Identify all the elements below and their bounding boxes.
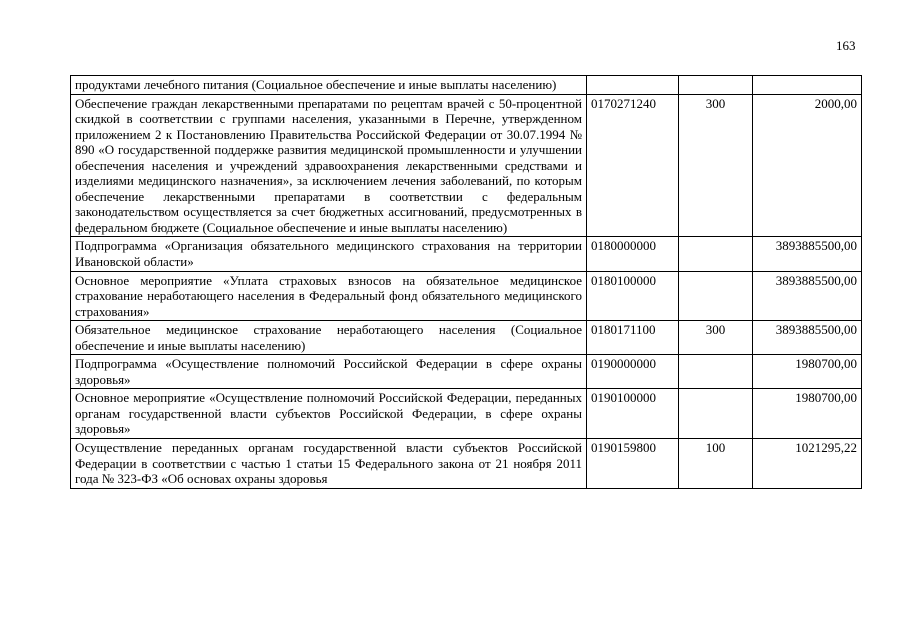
table-row [71, 389, 862, 439]
row-type-cell [679, 355, 753, 389]
table-row [71, 439, 862, 489]
row-code-cell: 0190000000 [587, 355, 679, 389]
row-type-cell [679, 271, 753, 321]
row-sum-cell: 2000,00 [753, 94, 862, 237]
table-row [71, 355, 862, 389]
row-sum-cell: 3893885500,00 [753, 271, 862, 321]
row-code-cell: 0180000000 [587, 237, 679, 271]
row-name-cell: Подпрограмма «Организация обязательного медицинского страхования на территории Ивановской области» [71, 237, 587, 271]
page-number: 163 [836, 38, 856, 53]
table-row [71, 321, 862, 355]
row-name-cell: Осуществление переданных органам государственной власти субъектов Российской Федерации в соответствии с частью 1 статьи 15 Федерального закона от 21 ноября 2011 года № 323-ФЗ «Об основах охраны здоровья [71, 439, 587, 489]
row-name-cell: Подпрограмма «Осуществление полномочий Российской Федерации в сфере охраны здоровья» [71, 355, 587, 389]
row-code-cell: 0170271240 [587, 94, 679, 237]
row-name-cell: Обеспечение граждан лекарственными препаратами по рецептам врачей с 50-процентной скидкой в соответствии с группами населения, указанными в Перечне, утвержденном приложением 2 к Постановлению Правительства Российской Федерации от 30.07.1994 № 890 «О государственной поддержке развития медицинской промышленности и улучшении обеспечения населения и учреждений здравоохранения лекарственными средствами и изделиями медицинского назначения», за исключением лечения заболеваний, по которым обеспечение лекарственными препаратами в соответствии с федеральным законодательством осуществляется за счет бюджетных ассигнований, предусмотренных в федеральном бюджете (Социальное обеспечение и иные выплаты населению) [71, 94, 587, 237]
row-sum-cell: 1980700,00 [753, 355, 862, 389]
row-sum-cell: 1021295,22 [753, 439, 862, 489]
row-name-cell: Обязательное медицинское страхование неработающего населения (Социальное обеспечение и иные выплаты населению) [71, 321, 587, 355]
budget-table [70, 75, 862, 489]
row-code-cell: 0180100000 [587, 271, 679, 321]
row-code-cell: 0190100000 [587, 389, 679, 439]
row-name-cell: Основное мероприятие «Осуществление полномочий Российской Федерации, переданных органам государственной власти субъектов Российской Федерации, в сфере охраны здоровья» [71, 389, 587, 439]
row-type-cell [679, 389, 753, 439]
row-sum-cell [753, 76, 862, 95]
row-code-cell: 0190159800 [587, 439, 679, 489]
row-type-cell: 300 [679, 94, 753, 237]
row-code-cell [587, 76, 679, 95]
row-code-cell: 0180171100 [587, 321, 679, 355]
table-row [71, 94, 862, 237]
row-sum-cell: 3893885500,00 [753, 321, 862, 355]
row-type-cell: 100 [679, 439, 753, 489]
table-row [71, 76, 862, 95]
row-type-cell: 300 [679, 321, 753, 355]
table-row [71, 237, 862, 271]
row-type-cell [679, 76, 753, 95]
row-sum-cell: 3893885500,00 [753, 237, 862, 271]
row-name-cell: Основное мероприятие «Уплата страховых взносов на обязательное медицинское страхование неработающего населения в Федеральный фонд обязательного медицинского страхования» [71, 271, 587, 321]
row-type-cell [679, 237, 753, 271]
row-name-cell: продуктами лечебного питания (Социальное обеспечение и иные выплаты населению) [71, 76, 587, 95]
table-row [71, 271, 862, 321]
row-sum-cell: 1980700,00 [753, 389, 862, 439]
